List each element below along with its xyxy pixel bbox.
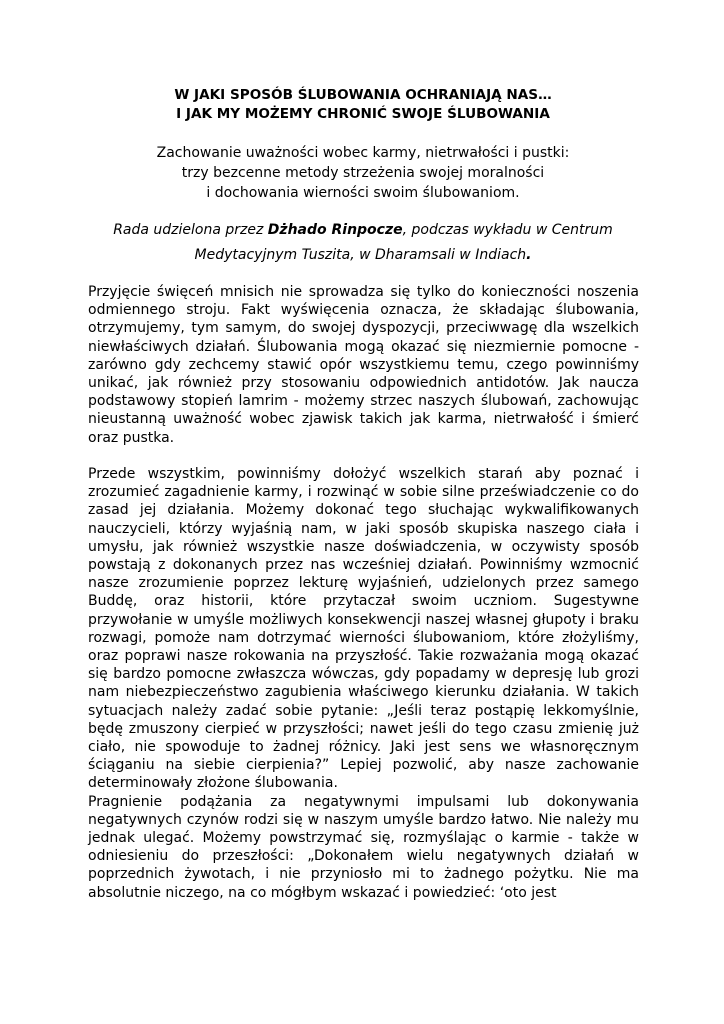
credit-end: . [526, 246, 532, 263]
document-title [88, 86, 638, 124]
document-subtitle [88, 143, 638, 203]
credit-suffix: , podczas wykładu w Centrum Medytacyjnym Tuszita, w Dharamsali w Indiach [194, 222, 613, 263]
subtitle-line-2: trzy bezcenne metody strzeżenia swojej moralności [181, 165, 545, 181]
document-body [88, 283, 639, 902]
credit-author: Dżhado Rinpocze [267, 222, 403, 238]
title-line-1: W JAKI SPOSÓB ŚLUBOWANIA OCHRANIAJĄ NAS… [174, 87, 552, 103]
paragraph-1: Przyjęcie święceń mnisich nie sprowadza się tylko do konieczności noszenia odmiennego stroju. Fakt wyświęcenia oznacza, że składając ślubowania, otrzymujemy, tym samym, do swojej dyspozycji, przeciwwagę dla wszelkich niewłaściwych działań. Ślubowania mogą okazać się niezmiernie pomocne - zarówno gdy zechcemy stawić opór wszystkiemu temu, czego powinniśmy unikać, jak również przy stosowaniu odpowiednich antidotów. Jak naucza podstawowy stopień lamrim - możemy strzec naszych ślubowań, zachowując nieustanną uważność wobec zjawisk takich jak karma, nietrwałość i śmierć oraz pustka. [88, 284, 639, 446]
subtitle-line-3: i dochowania wierności swoim ślubowaniom. [206, 185, 520, 201]
teaching-credit [88, 218, 638, 267]
paragraph-3: Pragnienie podążania za negatywnymi impulsami lub dokonywania negatywnych czynów rodzi się w naszym umyśle bardzo łatwo. Nie należy mu jednak ulegać. Możemy powstrzymać się, rozmyślając o karmie - także w odniesieniu do przeszłości: „Dokonałem wielu negatywnych działań w poprzednich żywotach, i nie przyniosło mi to żadnego pożytku. Nie ma absolutnie niczego, na co mógłbym wskazać i powiedzieć: ‘oto jest [88, 793, 639, 901]
subtitle-line-1: Zachowanie uważności wobec karmy, nietrwałości i pustki: [156, 145, 570, 161]
title-line-2: I JAK MY MOŻEMY CHRONIĆ SWOJE ŚLUBOWANIA [176, 106, 550, 122]
paragraph-2: Przede wszystkim, powinniśmy dołożyć wszelkich starań aby poznać i zrozumieć zagadnienie karmy, i rozwinąć w sobie silne przeświadczenie co do zasad jej działania. Możemy dokonać tego słuchając wykwalifikowanych nauczycieli, którzy wyjaśnią nam, w jaki sposób skupiska naszego ciała i umysłu, jak również wszystkie nasze doświadczenia, w oczywisty sposób powstają z dokonanych przez nas wcześniej działań. Powinniśmy wzmocnić nasze zrozumienie poprzez lekturę wyjaśnień, udzielonych przez samego Buddę, oraz historii, które przytaczał swoim uczniom. Sugestywne przywołanie w umyśle możliwych konsekwencji naszej własnej głupoty i braku rozwagi, pomoże nam dotrzymać wierności ślubowaniom, które złożyliśmy, oraz poprawi nasze rokowania na przyszłość. Takie rozważania mogą okazać się bardzo pomocne zwłaszcza wówczas, gdy popadamy w depresję lub grozi nam niebezpieczeństwo zagubienia właściwego kierunku działania. W takich sytuacjach należy zadać sobie pytanie: „Jeśli teraz postąpię lekkomyślnie, będę zmuszony cierpieć w przyszłości; nawet jeśli do tego czasu zmienię już ciało, nie spowoduje to żadnej różnicy. Jaki jest sens we własnoręcznym ściąganiu na siebie cierpienia?” Lepiej pozwolić, aby nasze zachowanie determinowały złożone ślubowania. [88, 466, 639, 792]
credit-prefix: Rada udzielona przez [113, 222, 268, 238]
